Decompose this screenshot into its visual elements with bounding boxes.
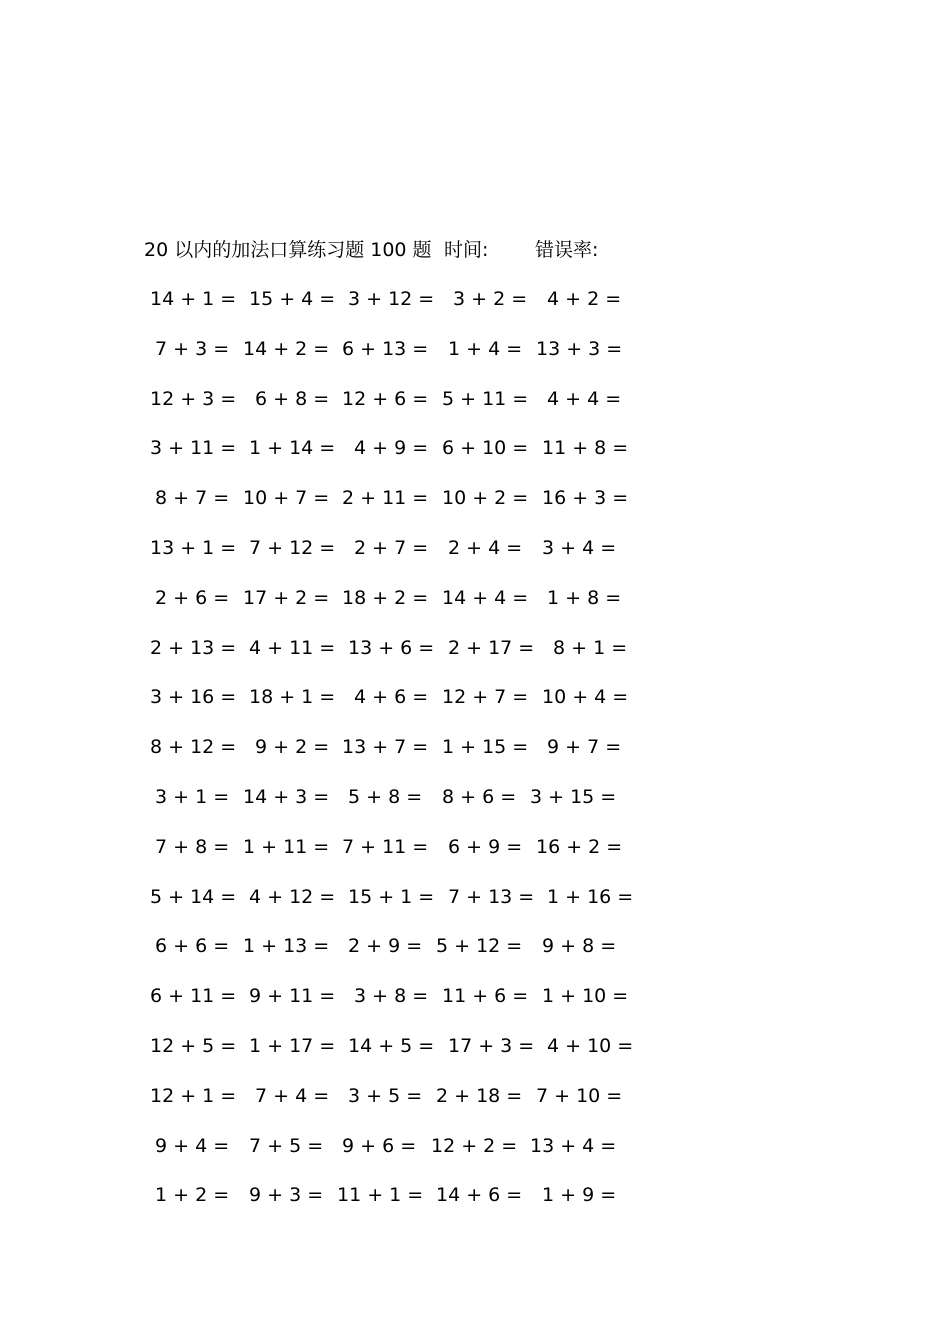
problem-item: 1 + 8 =: [547, 586, 622, 609]
problem-row: [0, 583, 950, 613]
problem-item: 14 + 6 =: [436, 1184, 523, 1207]
problem-item: 14 + 1 =: [150, 288, 237, 310]
problem-item: 1 + 17 =: [249, 1035, 336, 1057]
problem-item: 1 + 15 =: [442, 736, 529, 759]
problem-item: 11 + 8 =: [542, 437, 629, 460]
problem-item: 7 + 13 =: [448, 885, 535, 908]
problem-item: 11 + 1 =: [337, 1184, 424, 1207]
problem-item: 7 + 12 =: [249, 537, 336, 559]
problem-item: 2 + 13 =: [150, 636, 237, 659]
problem-item: 2 + 18 =: [436, 1084, 523, 1107]
problem-row: [0, 682, 950, 712]
problem-item: 6 + 8 =: [255, 387, 330, 410]
problem-item: 16 + 2 =: [536, 835, 623, 858]
problem-item: 14 + 3 =: [243, 786, 330, 808]
problem-row: [0, 832, 950, 862]
problem-item: 18 + 2 =: [342, 586, 429, 609]
problem-item: 12 + 1 =: [150, 1084, 237, 1107]
problem-item: 8 + 7 =: [155, 487, 230, 510]
problem-item: 5 + 11 =: [442, 387, 529, 410]
problem-item: 5 + 8 =: [348, 786, 423, 808]
problem-item: 4 + 10 =: [547, 1035, 634, 1057]
problem-item: 14 + 2 =: [243, 337, 330, 360]
problem-item: 1 + 13 =: [243, 935, 330, 958]
problem-item: 13 + 1 =: [150, 537, 237, 559]
problem-row: [0, 284, 950, 314]
problem-row: [0, 1031, 950, 1061]
problem-item: 6 + 11 =: [150, 985, 237, 1008]
problem-item: 7 + 8 =: [155, 835, 230, 858]
problem-item: 3 + 11 =: [150, 437, 237, 460]
problem-item: 2 + 7 =: [354, 537, 429, 559]
worksheet-title: 20 以内的加法口算练习题 100 题: [144, 239, 432, 261]
problem-row: [0, 384, 950, 414]
problem-item: 6 + 13 =: [342, 337, 429, 360]
problem-item: 13 + 3 =: [536, 337, 623, 360]
error-rate-label: 错误率:: [535, 239, 599, 261]
problem-row: [0, 633, 950, 663]
problem-item: 12 + 7 =: [442, 686, 529, 709]
problem-item: 1 + 2 =: [155, 1184, 230, 1207]
problem-item: 5 + 12 =: [436, 935, 523, 958]
problem-row: [0, 782, 950, 812]
problem-item: 14 + 5 =: [348, 1035, 435, 1057]
problem-item: 13 + 7 =: [342, 736, 429, 759]
problem-row: [0, 483, 950, 513]
problem-item: 18 + 1 =: [249, 686, 336, 709]
problem-item: 6 + 10 =: [442, 437, 529, 460]
problem-item: 5 + 14 =: [150, 885, 237, 908]
problem-item: 2 + 4 =: [448, 537, 523, 559]
problem-item: 10 + 2 =: [442, 487, 529, 510]
problem-item: 7 + 5 =: [249, 1134, 324, 1157]
problem-item: 17 + 3 =: [448, 1035, 535, 1057]
problem-item: 9 + 6 =: [342, 1134, 417, 1157]
problem-item: 6 + 9 =: [448, 835, 523, 858]
problem-row: [0, 981, 950, 1011]
problem-item: 1 + 10 =: [542, 985, 629, 1008]
problem-item: 9 + 7 =: [547, 736, 622, 759]
problem-item: 7 + 3 =: [155, 337, 230, 360]
problem-item: 10 + 7 =: [243, 487, 330, 510]
problem-item: 9 + 4 =: [155, 1134, 230, 1157]
problem-item: 4 + 4 =: [547, 387, 622, 410]
problem-item: 4 + 12 =: [249, 885, 336, 908]
problem-item: 2 + 6 =: [155, 586, 230, 609]
problem-item: 13 + 4 =: [530, 1134, 617, 1157]
problem-item: 16 + 3 =: [542, 487, 629, 510]
problem-item: 1 + 16 =: [547, 885, 634, 908]
problem-item: 7 + 10 =: [536, 1084, 623, 1107]
problem-item: 14 + 4 =: [442, 586, 529, 609]
problem-item: 7 + 4 =: [255, 1084, 330, 1107]
problem-item: 3 + 5 =: [348, 1084, 423, 1107]
problem-item: 8 + 6 =: [442, 786, 517, 808]
problem-item: 17 + 2 =: [243, 586, 330, 609]
problem-item: 4 + 11 =: [249, 636, 336, 659]
problem-item: 3 + 8 =: [354, 985, 429, 1008]
problem-item: 6 + 6 =: [155, 935, 230, 958]
problem-item: 1 + 9 =: [542, 1184, 617, 1207]
problem-item: 11 + 6 =: [442, 985, 529, 1008]
problem-item: 9 + 2 =: [255, 736, 330, 759]
problem-item: 12 + 6 =: [342, 387, 429, 410]
problem-item: 9 + 11 =: [249, 985, 336, 1008]
problem-item: 3 + 15 =: [530, 786, 617, 808]
problem-item: 12 + 5 =: [150, 1035, 237, 1057]
problem-item: 8 + 1 =: [553, 636, 628, 659]
problem-row: [0, 1180, 950, 1210]
problem-row: [0, 931, 950, 961]
problem-item: 3 + 16 =: [150, 686, 237, 709]
problem-item: 12 + 3 =: [150, 387, 237, 410]
problem-item: 3 + 1 =: [155, 786, 230, 808]
problem-item: 4 + 9 =: [354, 437, 429, 460]
problem-item: 3 + 2 =: [453, 288, 528, 310]
problem-item: 3 + 4 =: [542, 537, 617, 559]
problem-item: 15 + 4 =: [249, 288, 336, 310]
problem-row: [0, 1081, 950, 1111]
problem-item: 9 + 8 =: [542, 935, 617, 958]
problem-row: [0, 1131, 950, 1161]
problem-item: 4 + 6 =: [354, 686, 429, 709]
problem-row: [0, 732, 950, 762]
problem-row: [0, 334, 950, 364]
problem-row: [0, 533, 950, 563]
problem-item: 1 + 14 =: [249, 437, 336, 460]
problem-item: 7 + 11 =: [342, 835, 429, 858]
problem-item: 4 + 2 =: [547, 288, 622, 310]
problem-row: [0, 882, 950, 912]
problem-item: 8 + 12 =: [150, 736, 237, 759]
problem-item: 9 + 3 =: [249, 1184, 324, 1207]
time-label: 时间:: [444, 239, 489, 261]
problem-item: 15 + 1 =: [348, 885, 435, 908]
problem-item: 1 + 11 =: [243, 835, 330, 858]
problem-item: 2 + 17 =: [448, 636, 535, 659]
problem-item: 12 + 2 =: [431, 1134, 518, 1157]
problem-item: 2 + 11 =: [342, 487, 429, 510]
problem-item: 10 + 4 =: [542, 686, 629, 709]
problem-item: 3 + 12 =: [348, 288, 435, 310]
problem-item: 13 + 6 =: [348, 636, 435, 659]
problem-row: [0, 433, 950, 463]
problem-item: 1 + 4 =: [448, 337, 523, 360]
problem-item: 2 + 9 =: [348, 935, 423, 958]
